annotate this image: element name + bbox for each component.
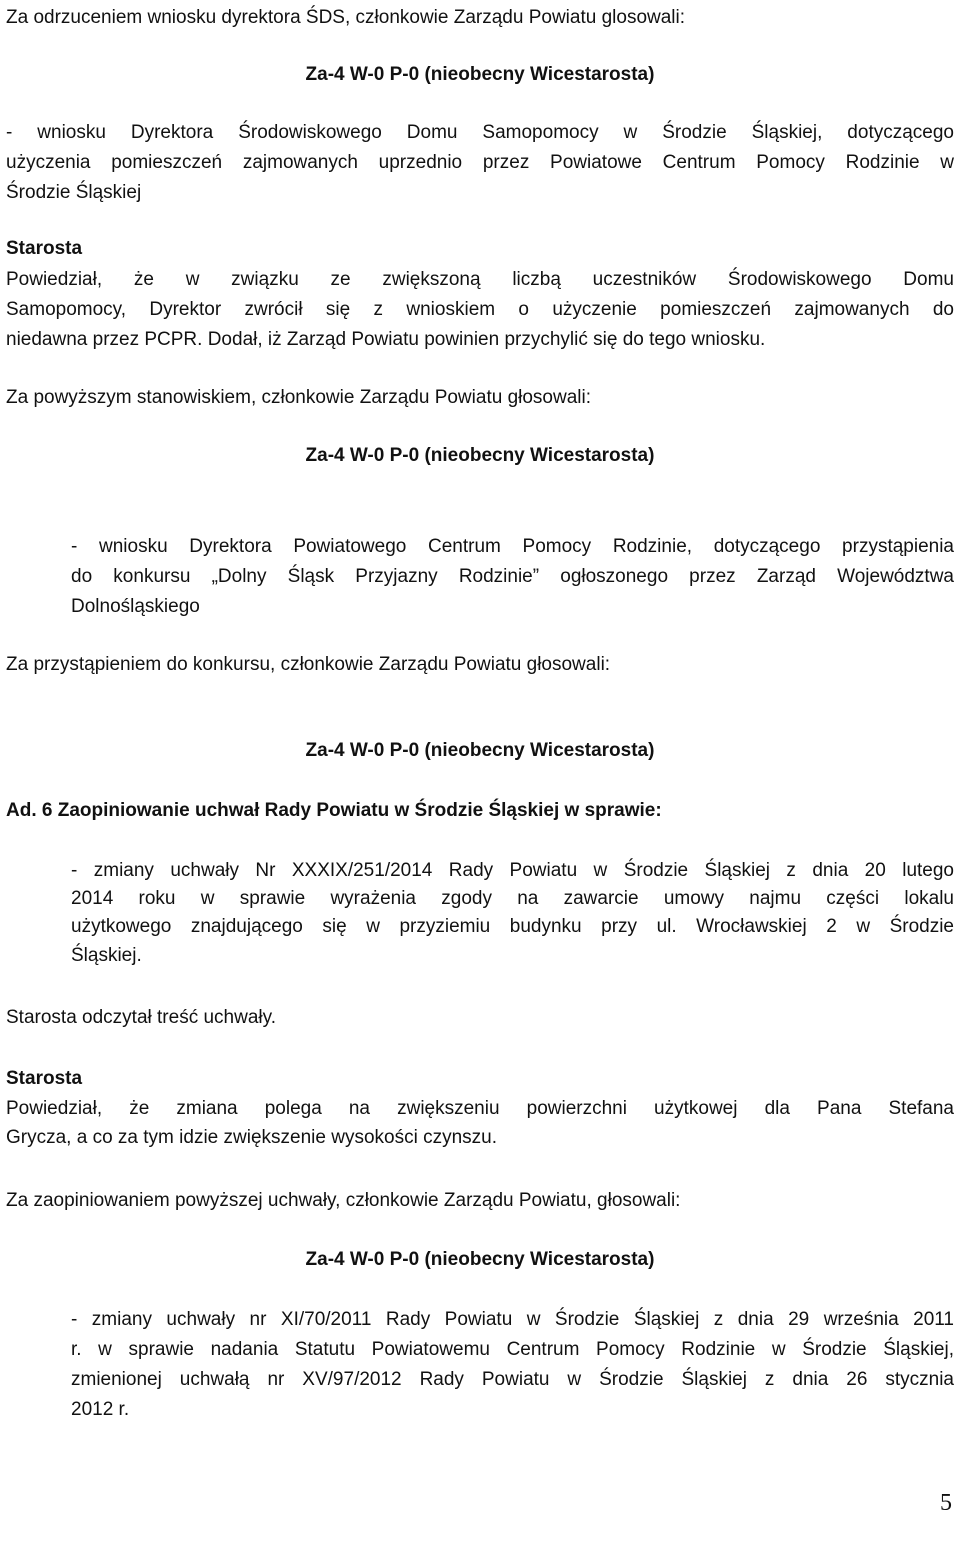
vote-result: Za-4 W-0 P-0 (nieobecny Wicestarosta) bbox=[305, 740, 655, 761]
paragraph-line: Za powyższym stanowiskiem, członkowie Zarządu Powiatu głosowali: bbox=[6, 387, 592, 408]
paragraph-line: Za odrzuceniem wniosku dyrektora ŚDS, członkowie Zarządu Powiatu glosowali: bbox=[6, 7, 686, 28]
paragraph-line: - wniosku Dyrektora Powiatowego Centrum Pomocy Rodzinie, dotyczącego przystąpienia bbox=[71, 536, 954, 557]
paragraph-line: 2012 r. bbox=[71, 1399, 130, 1420]
paragraph-line: Środzie Śląskiej bbox=[6, 182, 142, 203]
paragraph-line: Powiedział, że w związku ze zwiększoną liczbą uczestników Środowiskowego Domu bbox=[6, 269, 954, 290]
paragraph-line: - wniosku Dyrektora Środowiskowego Domu Samopomocy w Środzie Śląskiej, dotyczącego bbox=[6, 122, 954, 143]
paragraph-line: Powiedział, że zmiana polega na zwiększeniu powierzchni użytkowej dla Pana Stefana bbox=[6, 1098, 954, 1119]
page-number: 5 bbox=[940, 1490, 952, 1516]
paragraph-line: Dolnośląskiego bbox=[71, 596, 200, 617]
paragraph-line: Starosta odczytał treść uchwały. bbox=[6, 1007, 276, 1028]
paragraph-line: Za przystąpieniem do konkursu, członkowie Zarządu Powiatu głosowali: bbox=[6, 654, 611, 675]
paragraph-line: Za zaopiniowaniem powyższej uchwały, członkowie Zarządu Powiatu, głosowali: bbox=[6, 1190, 681, 1211]
paragraph-line: Grycza, a co za tym idzie zwiększenie wysokości czynszu. bbox=[6, 1127, 497, 1148]
paragraph-line: użyczenia pomieszczeń zajmowanych uprzednio przez Powiatowe Centrum Pomocy Rodzinie w bbox=[6, 152, 954, 173]
vote-result: Za-4 W-0 P-0 (nieobecny Wicestarosta) bbox=[305, 445, 655, 466]
paragraph-line: niedawna przez PCPR. Dodał, iż Zarząd Powiatu powinien przychylić się do tego wniosku. bbox=[6, 329, 766, 350]
paragraph-line: - zmiany uchwały Nr XXXIX/251/2014 Rady Powiatu w Środzie Śląskiej z dnia 20 lutego bbox=[71, 860, 954, 881]
paragraph-line: zmienionej uchwałą nr XV/97/2012 Rady Powiatu w Środzie Śląskiej z dnia 26 stycznia bbox=[71, 1369, 954, 1390]
paragraph-line: Samopomocy, Dyrektor zwrócił się z wnioskiem o użyczenie pomieszczeń zajmowanych do bbox=[6, 299, 954, 320]
paragraph-line: 2014 roku w sprawie wyrażenia zgody na zawarcie umowy najmu części lokalu bbox=[71, 888, 954, 909]
vote-result: Za-4 W-0 P-0 (nieobecny Wicestarosta) bbox=[305, 1249, 655, 1270]
speaker-heading: Starosta bbox=[6, 1068, 83, 1089]
paragraph-line: r. w sprawie nadania Statutu Powiatowemu Centrum Pomocy Rodzinie w Środzie Śląskiej, bbox=[71, 1339, 954, 1360]
speaker-heading: Starosta bbox=[6, 238, 83, 259]
paragraph-line: do konkursu „Dolny Śląsk Przyjazny Rodzinie” ogłoszonego przez Zarząd Województwa bbox=[71, 566, 954, 587]
paragraph-line: Śląskiej. bbox=[71, 945, 142, 966]
paragraph-line: - zmiany uchwały nr XI/70/2011 Rady Powiatu w Środzie Śląskiej z dnia 29 września 2011 bbox=[71, 1309, 954, 1330]
paragraph-line: użytkowego znajdującego się w przyziemiu budynku przy ul. Wrocławskiej 2 w Środzie bbox=[71, 916, 954, 937]
vote-result: Za-4 W-0 P-0 (nieobecny Wicestarosta) bbox=[305, 64, 655, 85]
agenda-item-heading: Ad. 6 Zaopiniowanie uchwał Rady Powiatu w Środzie Śląskiej w sprawie: bbox=[6, 800, 662, 821]
